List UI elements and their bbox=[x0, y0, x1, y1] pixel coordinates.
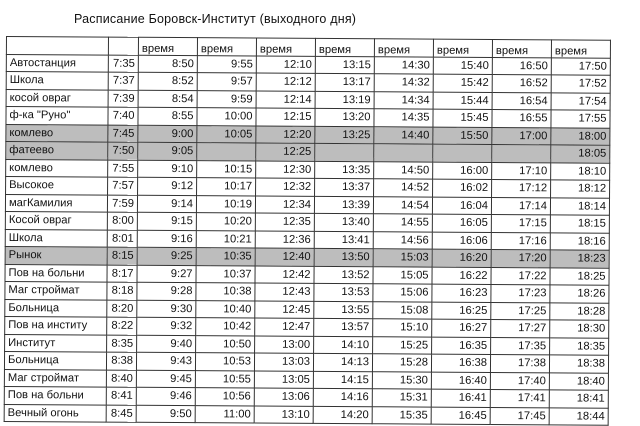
time-cell: 9:30 bbox=[137, 300, 196, 318]
time-cell: 7:50 bbox=[108, 142, 138, 160]
time-cell bbox=[374, 144, 433, 162]
time-cell: 10:20 bbox=[196, 213, 255, 231]
time-cell: 16:54 bbox=[492, 92, 551, 110]
time-cell: 11:00 bbox=[195, 405, 254, 423]
time-cell: 14:52 bbox=[374, 179, 433, 197]
time-cell: 18:35 bbox=[550, 337, 609, 355]
time-cell: 18:15 bbox=[550, 215, 609, 233]
time-cell: 10:15 bbox=[197, 160, 256, 178]
time-cell: 8:50 bbox=[138, 55, 197, 73]
time-cell: 9:32 bbox=[137, 317, 196, 335]
time-cell: 13:15 bbox=[315, 56, 374, 74]
time-cell: 13:57 bbox=[314, 318, 373, 336]
column-header: время bbox=[374, 39, 433, 57]
time-cell: 17:45 bbox=[490, 407, 549, 425]
time-cell: 12:36 bbox=[255, 231, 314, 249]
time-cell: 12:47 bbox=[255, 318, 314, 336]
time-cell: 16:04 bbox=[432, 197, 491, 215]
time-cell: 15:40 bbox=[433, 57, 492, 75]
time-cell: 7:59 bbox=[107, 195, 137, 213]
schedule-title: Расписание Боровск-Институт (выходного дня) bbox=[74, 12, 357, 26]
stop-name-cell: Маг строймат bbox=[5, 281, 107, 299]
time-cell: 17:52 bbox=[551, 75, 610, 93]
time-cell: 9:25 bbox=[137, 247, 196, 265]
time-cell: 13:39 bbox=[314, 196, 373, 214]
stop-name-cell: Автостанция bbox=[6, 54, 108, 72]
stop-name-cell: Больница bbox=[5, 299, 107, 317]
column-header: время bbox=[315, 38, 374, 56]
time-cell: 10:05 bbox=[197, 125, 256, 143]
time-cell: 17:25 bbox=[491, 302, 550, 320]
stop-name-cell: Школа bbox=[5, 229, 107, 247]
time-cell: 12:30 bbox=[256, 161, 315, 179]
time-cell: 8:15 bbox=[107, 247, 137, 265]
time-cell: 15:31 bbox=[372, 389, 431, 407]
time-cell: 14:35 bbox=[374, 109, 433, 127]
time-cell: 16:35 bbox=[432, 337, 491, 355]
time-cell: 14:10 bbox=[314, 336, 373, 354]
column-header: время bbox=[433, 39, 492, 57]
time-cell: 10:40 bbox=[196, 300, 255, 318]
stop-name-cell: Институт bbox=[5, 334, 107, 352]
time-cell: 17:38 bbox=[490, 354, 549, 372]
time-cell: 9:05 bbox=[138, 142, 197, 160]
time-cell: 13:40 bbox=[314, 213, 373, 231]
time-cell: 10:38 bbox=[196, 283, 255, 301]
time-cell: 8:18 bbox=[107, 282, 137, 300]
time-cell: 12:20 bbox=[256, 126, 315, 144]
time-cell: 10:17 bbox=[197, 178, 256, 196]
time-cell: 7:40 bbox=[108, 107, 138, 125]
stop-name-cell: Косой овраг bbox=[5, 211, 107, 229]
time-cell: 18:23 bbox=[550, 250, 609, 268]
time-cell: 9:28 bbox=[137, 282, 196, 300]
stop-name-cell: Рынок bbox=[5, 246, 107, 264]
time-cell: 17:40 bbox=[490, 372, 549, 390]
time-cell: 9:14 bbox=[137, 195, 196, 213]
time-cell: 14:54 bbox=[373, 196, 432, 214]
time-cell: 9:16 bbox=[137, 230, 196, 248]
time-cell: 18:00 bbox=[551, 127, 610, 145]
time-cell: 7:45 bbox=[108, 125, 138, 143]
column-header: время bbox=[256, 38, 315, 56]
time-cell: 15:10 bbox=[373, 319, 432, 337]
time-cell: 10:56 bbox=[195, 388, 254, 406]
time-cell: 9:15 bbox=[137, 212, 196, 230]
time-cell: 15:25 bbox=[373, 336, 432, 354]
time-cell: 18:38 bbox=[549, 355, 608, 373]
time-cell: 13:03 bbox=[254, 353, 313, 371]
time-cell: 17:23 bbox=[491, 284, 550, 302]
time-cell: 8:38 bbox=[106, 352, 136, 370]
time-cell: 13:00 bbox=[255, 336, 314, 354]
stop-name-cell: косой овраг bbox=[6, 89, 108, 107]
time-cell: 15:35 bbox=[372, 406, 431, 424]
table-row bbox=[4, 404, 608, 425]
time-cell: 15:05 bbox=[373, 266, 432, 284]
time-cell: 15:50 bbox=[433, 127, 492, 145]
time-cell: 10:21 bbox=[196, 230, 255, 248]
time-cell: 14:50 bbox=[374, 161, 433, 179]
stop-name-cell: Больница bbox=[4, 351, 106, 369]
time-cell: 18:28 bbox=[550, 302, 609, 320]
time-cell: 17:12 bbox=[492, 179, 551, 197]
time-cell: 13:20 bbox=[315, 108, 374, 126]
time-cell: 10:50 bbox=[196, 335, 255, 353]
time-cell: 12:32 bbox=[256, 178, 315, 196]
time-cell: 9:00 bbox=[138, 125, 197, 143]
time-cell: 16:00 bbox=[433, 162, 492, 180]
time-cell: 17:35 bbox=[491, 337, 550, 355]
time-cell: 18:41 bbox=[549, 390, 608, 408]
time-cell: 16:25 bbox=[432, 302, 491, 320]
time-cell: 14:40 bbox=[374, 126, 433, 144]
column-header bbox=[6, 37, 108, 55]
stop-name-cell: фатеево bbox=[6, 142, 108, 160]
time-cell: 16:06 bbox=[432, 232, 491, 250]
time-cell: 17:22 bbox=[491, 267, 550, 285]
time-cell: 17:14 bbox=[491, 197, 550, 215]
stop-name-cell: Маг строймат bbox=[4, 369, 106, 387]
time-cell: 13:10 bbox=[254, 406, 313, 424]
time-cell: 7:55 bbox=[108, 160, 138, 178]
time-cell: 9:57 bbox=[197, 73, 256, 91]
time-cell: 9:55 bbox=[197, 55, 256, 73]
time-cell: 14:16 bbox=[313, 388, 372, 406]
time-cell: 8:17 bbox=[107, 265, 137, 283]
stop-name-cell: Школа bbox=[6, 72, 108, 90]
time-cell: 18:44 bbox=[549, 407, 608, 425]
time-cell: 12:12 bbox=[256, 73, 315, 91]
time-cell: 13:37 bbox=[315, 178, 374, 196]
stop-name-cell: Вечный огонь bbox=[4, 404, 106, 422]
time-cell: 18:12 bbox=[551, 180, 610, 198]
time-cell: 16:05 bbox=[432, 214, 491, 232]
time-cell: 17:20 bbox=[491, 249, 550, 267]
column-header: время bbox=[492, 39, 551, 57]
time-cell: 13:19 bbox=[315, 91, 374, 109]
time-cell: 15:08 bbox=[373, 301, 432, 319]
time-cell: 14:55 bbox=[373, 214, 432, 232]
time-cell: 16:23 bbox=[432, 284, 491, 302]
stop-name-cell: Пов на институ bbox=[5, 316, 107, 334]
time-cell: 7:35 bbox=[108, 55, 138, 73]
time-cell: 9:12 bbox=[138, 177, 197, 195]
time-cell bbox=[433, 144, 492, 162]
time-cell: 15:30 bbox=[372, 371, 431, 389]
time-cell: 16:50 bbox=[492, 57, 551, 75]
time-cell: 8:40 bbox=[106, 370, 136, 388]
time-cell: 9:43 bbox=[136, 352, 195, 370]
time-cell: 16:41 bbox=[431, 389, 490, 407]
time-cell: 17:15 bbox=[491, 214, 550, 232]
time-cell: 12:14 bbox=[256, 91, 315, 109]
time-cell: 8:22 bbox=[107, 317, 137, 335]
time-cell: 16:55 bbox=[492, 109, 551, 127]
time-cell: 10:00 bbox=[197, 108, 256, 126]
time-cell: 9:45 bbox=[136, 370, 195, 388]
time-cell: 15:44 bbox=[433, 92, 492, 110]
time-cell: 12:15 bbox=[256, 108, 315, 126]
stop-name-cell: комлево bbox=[6, 159, 108, 177]
time-cell: 15:03 bbox=[373, 249, 432, 267]
time-cell: 13:41 bbox=[314, 231, 373, 249]
time-cell: 7:57 bbox=[108, 177, 138, 195]
time-cell: 13:05 bbox=[254, 371, 313, 389]
time-cell: 13:52 bbox=[314, 266, 373, 284]
time-cell: 9:59 bbox=[197, 90, 256, 108]
time-cell: 10:42 bbox=[196, 318, 255, 336]
time-cell: 15:45 bbox=[433, 109, 492, 127]
schedule-sheet bbox=[4, 36, 611, 426]
time-cell: 14:20 bbox=[313, 406, 372, 424]
time-cell: 18:05 bbox=[551, 145, 610, 163]
column-header: время bbox=[138, 37, 197, 55]
time-cell: 13:25 bbox=[315, 126, 374, 144]
time-cell: 9:40 bbox=[137, 335, 196, 353]
stop-name-cell: Пов на больни bbox=[5, 264, 107, 282]
stop-name-cell: Пов на больни bbox=[4, 386, 106, 404]
time-cell bbox=[197, 143, 256, 161]
time-cell: 10:53 bbox=[195, 353, 254, 371]
time-cell: 13:06 bbox=[254, 388, 313, 406]
time-cell: 12:42 bbox=[255, 266, 314, 284]
column-header: время bbox=[551, 40, 610, 58]
time-cell: 9:46 bbox=[136, 387, 195, 405]
time-cell: 18:30 bbox=[550, 320, 609, 338]
time-cell: 17:50 bbox=[551, 57, 610, 75]
column-header bbox=[108, 37, 138, 55]
table-body bbox=[4, 54, 610, 425]
time-cell: 8:52 bbox=[138, 72, 197, 90]
time-cell: 12:10 bbox=[256, 56, 315, 74]
column-header: время bbox=[197, 38, 256, 56]
time-cell: 16:52 bbox=[492, 74, 551, 92]
time-cell: 12:35 bbox=[255, 213, 314, 231]
time-cell: 13:53 bbox=[314, 283, 373, 301]
time-cell: 13:35 bbox=[315, 161, 374, 179]
time-cell: 10:37 bbox=[196, 265, 255, 283]
time-cell: 14:13 bbox=[313, 353, 372, 371]
schedule-table bbox=[4, 36, 611, 426]
time-cell: 15:42 bbox=[433, 74, 492, 92]
time-cell: 17:10 bbox=[492, 162, 551, 180]
time-cell: 17:41 bbox=[490, 389, 549, 407]
time-cell: 16:27 bbox=[432, 319, 491, 337]
time-cell: 17:00 bbox=[492, 127, 551, 145]
stop-name-cell: магКамилия bbox=[5, 194, 107, 212]
time-cell: 13:55 bbox=[314, 301, 373, 319]
time-cell: 16:45 bbox=[431, 407, 490, 425]
time-cell: 14:34 bbox=[374, 91, 433, 109]
time-cell: 18:25 bbox=[550, 267, 609, 285]
time-cell: 18:40 bbox=[549, 372, 608, 390]
time-cell: 14:15 bbox=[313, 371, 372, 389]
time-cell: 15:06 bbox=[373, 284, 432, 302]
time-cell bbox=[315, 143, 374, 161]
time-cell: 16:20 bbox=[432, 249, 491, 267]
time-cell: 12:25 bbox=[256, 143, 315, 161]
time-cell: 16:38 bbox=[431, 354, 490, 372]
time-cell: 12:40 bbox=[255, 248, 314, 266]
time-cell: 8:35 bbox=[107, 335, 137, 353]
time-cell: 15:28 bbox=[372, 354, 431, 372]
time-cell: 10:19 bbox=[196, 195, 255, 213]
time-cell: 12:45 bbox=[255, 301, 314, 319]
time-cell: 13:50 bbox=[314, 248, 373, 266]
time-cell: 9:27 bbox=[137, 265, 196, 283]
time-cell: 16:40 bbox=[431, 372, 490, 390]
time-cell: 16:02 bbox=[433, 179, 492, 197]
time-cell: 8:54 bbox=[138, 90, 197, 108]
time-cell: 12:43 bbox=[255, 283, 314, 301]
time-cell: 9:10 bbox=[138, 160, 197, 178]
time-cell: 17:16 bbox=[491, 232, 550, 250]
time-cell: 12:34 bbox=[255, 196, 314, 214]
time-cell: 8:01 bbox=[107, 230, 137, 248]
stop-name-cell: Высокое bbox=[6, 177, 108, 195]
stop-name-cell: ф-ка "Руно" bbox=[6, 107, 108, 125]
time-cell: 9:50 bbox=[136, 405, 195, 423]
time-cell: 14:56 bbox=[373, 231, 432, 249]
time-cell: 8:00 bbox=[107, 212, 137, 230]
time-cell: 10:55 bbox=[195, 370, 254, 388]
time-cell: 16:22 bbox=[432, 267, 491, 285]
time-cell: 17:27 bbox=[491, 319, 550, 337]
time-cell: 18:10 bbox=[551, 162, 610, 180]
time-cell: 8:41 bbox=[106, 387, 136, 405]
stop-name-cell: комлево bbox=[6, 124, 108, 142]
time-cell: 13:17 bbox=[315, 73, 374, 91]
time-cell: 18:16 bbox=[550, 232, 609, 250]
time-cell: 7:39 bbox=[108, 90, 138, 108]
time-cell: 10:35 bbox=[196, 248, 255, 266]
time-cell: 8:20 bbox=[107, 300, 137, 318]
time-cell: 18:26 bbox=[550, 285, 609, 303]
time-cell: 14:32 bbox=[374, 74, 433, 92]
time-cell: 17:54 bbox=[551, 92, 610, 110]
time-cell: 18:14 bbox=[550, 197, 609, 215]
time-cell bbox=[492, 144, 551, 162]
time-cell: 8:55 bbox=[138, 107, 197, 125]
time-cell: 14:30 bbox=[374, 56, 433, 74]
time-cell: 7:37 bbox=[108, 72, 138, 90]
time-cell: 17:55 bbox=[551, 110, 610, 128]
time-cell: 8:45 bbox=[106, 405, 136, 423]
